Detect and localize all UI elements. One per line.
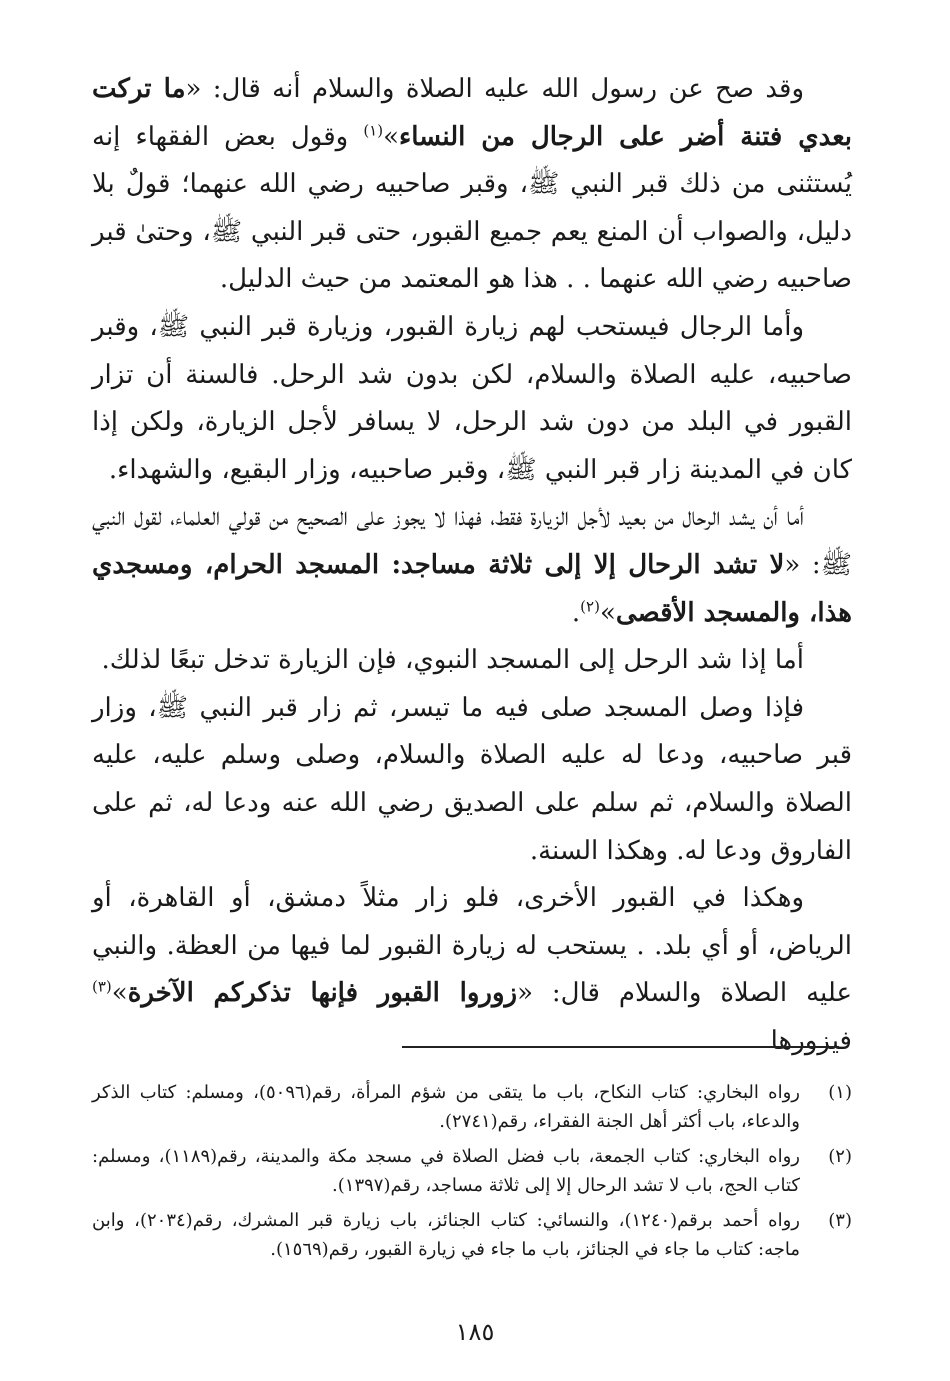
footnote-text: رواه أحمد برقم(١٢٤٠)، والنسائي: كتاب الجنائز، باب زيارة قبر المشرك، رقم(٢٠٣٤)، وابن ماجه: كتاب ما جاء في الجنائز، باب ما جاء في زيارة القبور، رقم(١٥٦٩).: [92, 1210, 801, 1260]
hadith-quote: لا تشد الرحال إلا إلى ثلاثة مساجد: المسجد الحرام، ومسجدي هذا، والمسجد الأقصى: [92, 549, 852, 628]
quote-close: »: [111, 978, 128, 1009]
paragraph: [92, 66, 852, 304]
footnote: [92, 1142, 852, 1200]
paragraph: [92, 875, 852, 1065]
footnote-text: رواه البخاري: كتاب النكاح، باب ما يتقى من شؤم المرأة، رقم(٥٠٩٦)، ومسلم: كتاب الذكر والدعاء، باب أكثر أهل الجنة الفقراء، رقم(٢٧٤١).: [92, 1082, 800, 1132]
footnote-text: رواه البخاري: كتاب الجمعة، باب فضل الصلاة في مسجد مكة والمدينة، رقم(١١٨٩)، ومسلم: كتاب الحج، باب لا تشد الرحال إلا إلى ثلاثة مساجد، رقم(١٣٩٧).: [92, 1146, 800, 1196]
quote-close: »: [599, 597, 616, 628]
footnote-ref: (١): [363, 120, 384, 139]
paragraph: أما إذا شد الرحل إلى المسجد النبوي، فإن الزيارة تدخل تبعًا لذلك.: [101, 645, 804, 676]
footnote-ref: (٣): [92, 977, 112, 996]
quote-close: »: [383, 121, 400, 152]
hadith-quote: زوروا القبور فإنها تذكركم الآخرة: [127, 978, 518, 1009]
text-span: وقول بعض الفقهاء إنه يُستثنى من ذلك قبر النبي ﷺ، وقبر صاحبيه رضي الله عنهما؛ قولٌ بلا دليل، والصواب أن المنع يعم جميع القبور، حتى قبر النبي ﷺ، وحتىٰ قبر صاحبيه رضي الله عنهما . . هذا هو المعتمد من حيث الدليل.: [92, 121, 852, 295]
footnote-separator: [402, 1046, 839, 1048]
text-span: .: [571, 597, 581, 628]
page-number: ١٨٥: [455, 1318, 495, 1346]
paragraph: فإذا وصل المسجد صلى فيه ما تيسر، ثم زار قبر النبي ﷺ، وزار قبر صاحبيه، ودعا له عليه الصلاة والسلام، وصلى وسلم عليه، عليه الصلاة والسلام، ثم سلم على الصديق رضي الله عنه ودعا له، ثم على الفاروق ودعا له. وهكذا السنة.: [92, 692, 852, 866]
footnotes: [92, 1078, 852, 1270]
hadith-quote: ما تركت بعدي فتنة أضر على الرجال من النساء: [92, 74, 853, 152]
footnote-number: (٣): [828, 1210, 852, 1231]
footnote: [92, 1206, 852, 1264]
footnote-ref: (٢): [580, 596, 600, 615]
main-text: [92, 66, 852, 1065]
footnote-number: (١): [828, 1082, 852, 1103]
footnote: [92, 1078, 852, 1136]
text-span: فيزورها: [770, 1025, 852, 1056]
text-span: وهكذا في القبور الأخرى، فلو زار مثلاً دمشق، أو القاهرة، أو الرياض، أو أي بلد. . يستحب له زيارة القبور لما فيها من العظة. والنبي عليه الصلاة والسلام قال: «: [92, 883, 852, 1009]
paragraph: وأما الرجال فيستحب لهم زيارة القبور، وزيارة قبر النبي ﷺ، وقبر صاحبيه، عليه الصلاة والسلام، لكن بدون شد الرحل. فالسنة أن تزار القبور في البلد من دون شد الرحل، لا يسافر لأجل الزيارة، ولكن إذا كان في المدينة زار قبر النبي ﷺ، وقبر صاحبيه، وزار البقيع، والشهداء.: [92, 311, 852, 485]
text-span: وقد صح عن رسول الله عليه الصلاة والسلام أنه قال: «: [185, 74, 805, 104]
footnote-number: (٢): [828, 1146, 852, 1167]
text-span: أما أن يشد الرحال من بعيد لأجل الزيارة فقط، فهذا لا يجوز على الصحيح من قولي العلماء، لقول النبي ﷺ: «: [92, 502, 853, 580]
paragraph: [92, 494, 852, 637]
